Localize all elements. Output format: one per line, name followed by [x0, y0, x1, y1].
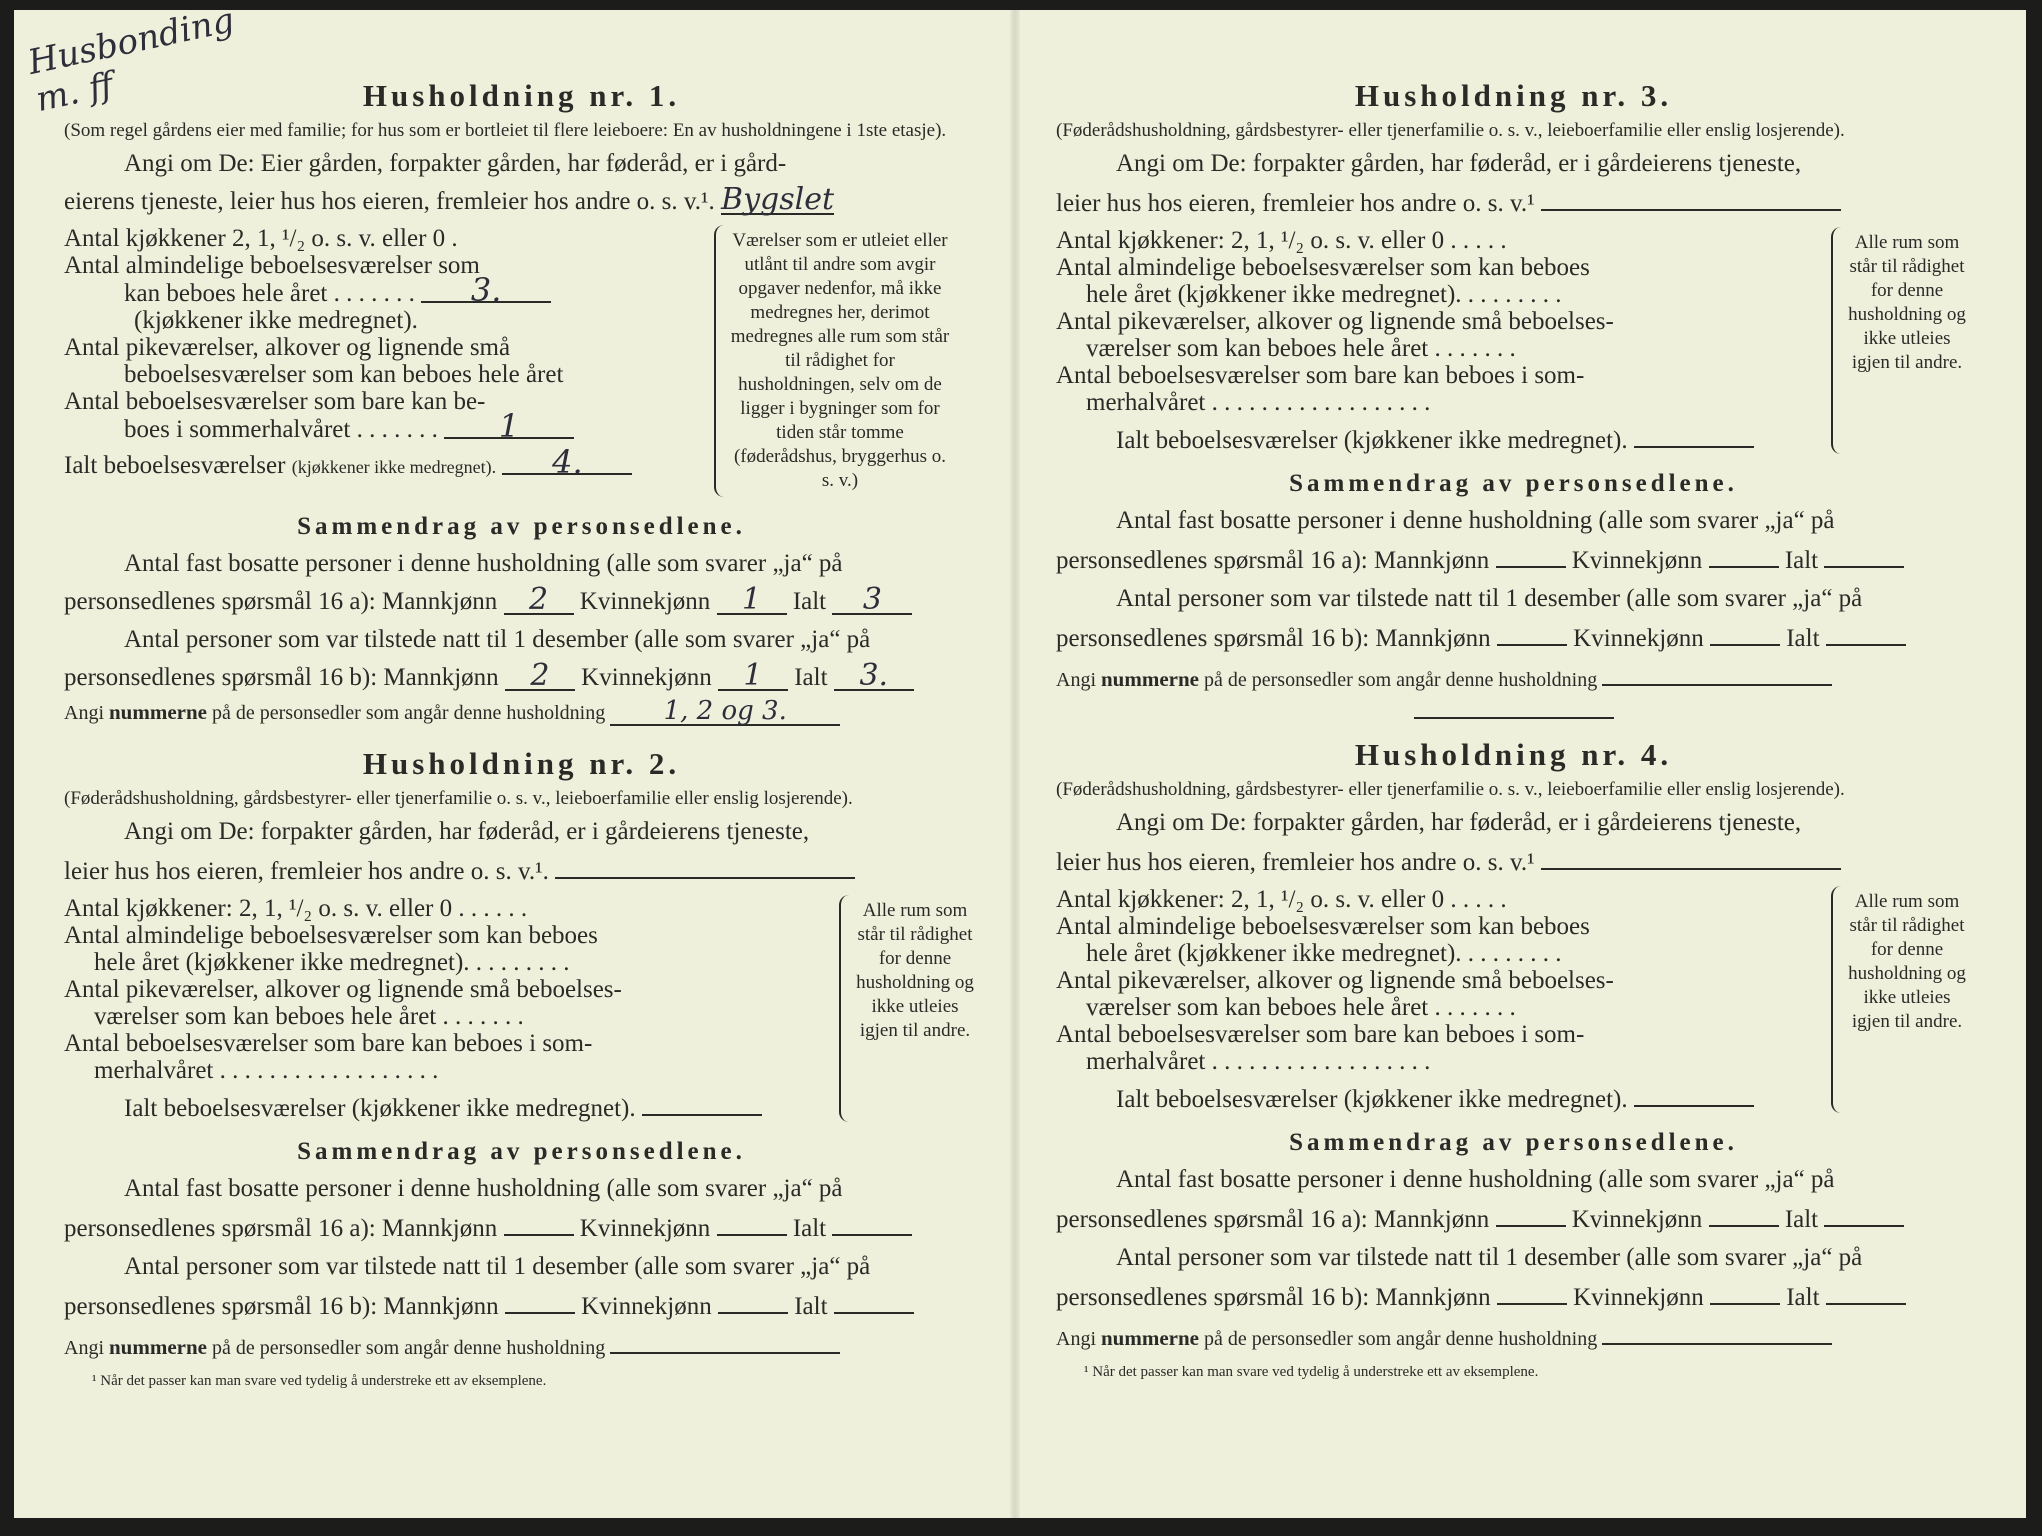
- h2-angi-line-2-row: [64, 851, 979, 891]
- h4-angi-line-2: leier hus hos eieren, fremleier hos andre o. s. v.¹: [1056, 849, 1535, 876]
- h4-total-label: Ialt beboelsesværelser (kjøkkener ikke medregnet).: [1116, 1086, 1628, 1113]
- h1-q16b-1: Antal personer som var tilstede natt til 1 desember (alle som svarer „ja“ på: [124, 626, 871, 653]
- h3-q16a-male[interactable]: [1496, 540, 1566, 568]
- h4-maid-1: Antal pikeværelser, alkover og lignende små beboelses-: [1056, 967, 1614, 994]
- h4-q16a-2: personsedlenes spørsmål 16 a): Mannkjønn: [1056, 1206, 1490, 1233]
- h3-q16b-2: personsedlenes spørsmål 16 b): Mannkjønn: [1056, 625, 1491, 652]
- h4-angi-num-a: Angi: [1056, 1328, 1096, 1350]
- h4-ordinary-2: hele året (kjøkkener ikke medregnet). . . . . . . . .: [1086, 940, 1562, 967]
- h4-maid-2: værelser som kan beboes hele året . . . . . . .: [1086, 994, 1516, 1021]
- h1-total-label: Ialt beboelsesværelser: [64, 452, 286, 479]
- h1-ordinary-row: [64, 271, 704, 309]
- left-footnote: ¹ Når det passer kan man svare ved tydelig å understreke ett av eksemplene.: [92, 1373, 547, 1389]
- h1-q16a-2: personsedlenes spørsmål 16 a): Mannkjønn: [64, 588, 498, 615]
- h3-angi-num-c: på de personsedler som angår denne husholdning: [1204, 669, 1598, 691]
- h3-summary-title: Sammendrag av personsedlene.: [1289, 470, 1738, 497]
- h3-kitchens: Antal kjøkkener: 2, 1, ¹/₂ o. s. v. eller 0 . . . . .: [1056, 227, 1507, 254]
- h4-total-row: [1056, 1083, 1821, 1113]
- h1-rooms-list: [64, 225, 704, 497]
- h4-q16a-ialt-label: Ialt: [1784, 1206, 1819, 1233]
- h1-q16b-total[interactable]: 3.: [834, 663, 914, 691]
- h2-angi-num-value[interactable]: [610, 1326, 840, 1354]
- h1-summer-row: [64, 407, 704, 445]
- h2-q16b-male[interactable]: [505, 1286, 575, 1314]
- h2-ordinary-2: hele året (kjøkkener ikke medregnet). . . . . . . . .: [94, 949, 570, 976]
- h1-summer-2: boes i sommerhalvåret . . . . . . .: [124, 416, 438, 443]
- h4-rooms-list: [1056, 886, 1821, 1113]
- household-4-note: (Føderådshusholdning, gårdsbestyrer- eller tjenerfamilie o. s. v., leieboerfamilie eller enslig losjerende).: [1056, 779, 1845, 800]
- h1-q16b-2: personsedlenes spørsmål 16 b): Mannkjønn: [64, 664, 499, 691]
- h1-rooms-block: [64, 225, 979, 497]
- h3-q16a-2: personsedlenes spørsmål 16 a): Mannkjønn: [1056, 547, 1490, 574]
- h4-ordinary-1: Antal almindelige beboelsesværelser som kan beboes: [1056, 913, 1590, 940]
- household-2-title: Husholdning nr. 2.: [362, 746, 681, 781]
- h1-q16b-row: [64, 659, 979, 697]
- h3-q16a-row: [1056, 540, 1971, 580]
- page-fold: [1010, 10, 1020, 1518]
- household-1-title: Husholdning nr. 1.: [362, 78, 681, 113]
- household-4-title: Husholdning nr. 4.: [1354, 737, 1673, 772]
- h3-angi-num-a: Angi: [1056, 669, 1096, 691]
- h2-q16b-1: Antal personer som var tilstede natt til 1 desember (alle som svarer „ja“ på: [124, 1253, 871, 1280]
- h4-angi-num-value[interactable]: [1602, 1317, 1832, 1345]
- household-3-note: (Føderådshusholdning, gårdsbestyrer- eller tjenerfamilie o. s. v., leieboerfamilie eller enslig losjerende).: [1056, 120, 1845, 141]
- h2-rooms-list: [64, 895, 829, 1122]
- h4-angi-line-1: Angi om De: forpakter gården, har føderåd, er i gårdeierens tjeneste,: [1116, 809, 1802, 836]
- h4-summer-1: Antal beboelsesværelser som bare kan beboes i som-: [1056, 1021, 1585, 1048]
- h3-q16b-kvinne-label: Kvinnekjønn: [1573, 625, 1704, 652]
- h2-kitchens: Antal kjøkkener: 2, 1, ¹/₂ o. s. v. eller 0 . . . . . .: [64, 895, 528, 922]
- h2-side-note: Alle rum som står til rådighet for denne husholdning og ikke utleies igjen til andre.: [839, 895, 979, 1122]
- section-divider: [1414, 717, 1614, 719]
- h4-q16b-row: [1056, 1277, 1971, 1317]
- h3-side-note: Alle rum som står til rådighet for denne husholdning og ikke utleies igjen til andre.: [1831, 227, 1971, 454]
- h1-q16b-male[interactable]: 2: [505, 663, 575, 691]
- h4-total-value[interactable]: [1634, 1083, 1754, 1107]
- h2-q16a-kvinne-label: Kvinnekjønn: [579, 1215, 711, 1242]
- h3-ordinary-1: Antal almindelige beboelsesværelser som kan beboes: [1056, 254, 1590, 281]
- h3-summer-1: Antal beboelsesværelser som bare kan beboes i som-: [1056, 362, 1585, 389]
- h1-maid-1: Antal pikeværelser, alkover og lignende små: [64, 334, 511, 361]
- h3-q16b-total[interactable]: [1826, 618, 1906, 646]
- h2-ordinary-1: Antal almindelige beboelsesværelser som kan beboes: [64, 922, 598, 949]
- h2-angi-line-2: leier hus hos eieren, fremleier hos andre o. s. v.¹.: [64, 858, 549, 885]
- h3-maid-1: Antal pikeværelser, alkover og lignende små beboelses-: [1056, 308, 1614, 335]
- h1-total-row: [64, 443, 704, 481]
- h2-angi-line-1: Angi om De: forpakter gården, har føderåd, er i gårdeierens tjeneste,: [124, 818, 810, 845]
- h3-q16a-total[interactable]: [1824, 540, 1904, 568]
- h1-q16a-total[interactable]: 3: [832, 587, 912, 615]
- h3-rooms-list: [1056, 227, 1821, 454]
- h4-kitchens: Antal kjøkkener: 2, 1, ¹/₂ o. s. v. eller 0 . . . . .: [1056, 886, 1507, 913]
- h3-total-value[interactable]: [1634, 424, 1754, 448]
- h2-q16a-male[interactable]: [504, 1208, 574, 1236]
- h1-angi-num-value[interactable]: 1, 2 og 3.: [610, 698, 840, 726]
- h1-side-note: Værelser som er utleiet eller utlånt til andre som avgir opgaver nedenfor, må ikke medregnes her, derimot medregnes alle rum som står til rådighet for husholdningen, selv om de ligger i bygninger som for tiden står tomme (føderådshus, bryggerhus o. s. v.): [714, 225, 954, 497]
- corner-handwriting: Husbonding m. ff: [24, 0, 238, 121]
- h1-total-value[interactable]: 4.: [502, 451, 632, 475]
- h3-q16a-ialt-label: Ialt: [1784, 547, 1819, 574]
- h2-q16b-total[interactable]: [834, 1286, 914, 1314]
- h3-total-label: Ialt beboelsesværelser (kjøkkener ikke medregnet).: [1116, 427, 1628, 454]
- h1-q16a-male[interactable]: 2: [504, 587, 574, 615]
- h1-ordinary-1: Antal almindelige beboelsesværelser som: [64, 252, 480, 279]
- right-page: [1056, 60, 1971, 1381]
- h1-angi-num-b: nummerne: [109, 700, 207, 724]
- h4-angi-num-b: nummerne: [1101, 1326, 1199, 1350]
- h2-q16a-2: personsedlenes spørsmål 16 a): Mannkjønn: [64, 1215, 498, 1242]
- h4-q16a-female[interactable]: [1709, 1199, 1779, 1227]
- h1-angi-line-1: Angi om De: Eier gården, forpakter gården, har føderåd, er i gård-: [124, 150, 787, 177]
- h2-q16b-female[interactable]: [718, 1286, 788, 1314]
- h2-total-row: [64, 1092, 829, 1122]
- h1-total-note: (kjøkkener ikke medregnet).: [291, 457, 497, 477]
- h3-summer-2: merhalvåret . . . . . . . . . . . . . . . . . .: [1086, 389, 1431, 416]
- h4-q16b-female[interactable]: [1710, 1277, 1780, 1305]
- h4-q16a-kvinne-label: Kvinnekjønn: [1571, 1206, 1703, 1233]
- h1-q16b-kvinne-label: Kvinnekjønn: [581, 664, 712, 691]
- h4-side-note: Alle rum som står til rådighet for denne husholdning og ikke utleies igjen til andre.: [1831, 886, 1971, 1113]
- h3-q16b-male[interactable]: [1497, 618, 1567, 646]
- h4-q16b-total[interactable]: [1826, 1277, 1906, 1305]
- h4-rooms-block: [1056, 886, 1971, 1113]
- h1-ordinary-note: (kjøkkener ikke medregnet).: [134, 307, 418, 334]
- h2-q16a-row: [64, 1208, 979, 1248]
- h1-angi-num-a: Angi: [64, 702, 104, 724]
- h2-angi-num-c: på de personsedler som angår denne husholdning: [212, 1337, 606, 1359]
- h1-q16a-female[interactable]: 1: [717, 587, 787, 615]
- h2-summary-title: Sammendrag av personsedlene.: [297, 1138, 746, 1165]
- household-2: [64, 746, 979, 1390]
- h3-q16a-1: Antal fast bosatte personer i denne husholdning (alle som svarer „ja“ på: [1116, 507, 1835, 534]
- h4-q16a-male[interactable]: [1496, 1199, 1566, 1227]
- right-footnote: ¹ Når det passer kan man svare ved tydelig å understreke ett av eksemplene.: [1084, 1364, 1539, 1380]
- household-1-note: (Som regel gårdens eier med familie; for hus som er bortleiet til flere leieboere: En av husholdningene i 1ste etasje).: [64, 120, 947, 141]
- h4-q16a-row: [1056, 1199, 1971, 1239]
- h1-q16a-ialt-label: Ialt: [792, 588, 827, 615]
- h1-summary-title: Sammendrag av personsedlene.: [297, 513, 746, 540]
- h2-q16b-2: personsedlenes spørsmål 16 b): Mannkjønn: [64, 1293, 499, 1320]
- h1-summer-1: Antal beboelsesværelser som bare kan be-: [64, 388, 486, 415]
- h2-angi-answer[interactable]: [555, 851, 855, 879]
- h3-q16b-1: Antal personer som var tilstede natt til 1 desember (alle som svarer „ja“ på: [1116, 585, 1863, 612]
- h1-angi-answer[interactable]: Bygslet: [721, 182, 835, 217]
- h1-angi-line-2-text: eierens tjeneste, leier hus hos eieren, fremleier hos andre o. s. v.¹.: [64, 188, 715, 215]
- household-2-note: (Føderådshusholdning, gårdsbestyrer- eller tjenerfamilie o. s. v., leieboerfamilie eller enslig losjerende).: [64, 788, 853, 809]
- h4-q16b-1: Antal personer som var tilstede natt til 1 desember (alle som svarer „ja“ på: [1116, 1244, 1863, 1271]
- h3-q16b-ialt-label: Ialt: [1786, 625, 1820, 652]
- h3-total-row: [1056, 424, 1821, 454]
- h2-total-value[interactable]: [642, 1092, 762, 1116]
- h1-maid-2: beboelsesværelser som kan beboes hele året: [124, 361, 564, 388]
- h1-ordinary-value[interactable]: 3.: [421, 279, 551, 303]
- h3-q16b-female[interactable]: [1710, 618, 1780, 646]
- h3-rooms-block: [1056, 227, 1971, 454]
- h3-q16a-female[interactable]: [1709, 540, 1779, 568]
- h4-q16a-1: Antal fast bosatte personer i denne husholdning (alle som svarer „ja“ på: [1116, 1166, 1835, 1193]
- h1-angi-line-2: [64, 183, 979, 221]
- h4-q16b-ialt-label: Ialt: [1786, 1284, 1820, 1311]
- h1-angi-num-c: på de personsedler som angår denne husholdning: [212, 702, 606, 724]
- h2-angi-num-a: Angi: [64, 1337, 104, 1359]
- h4-angi-nummerne: [1056, 1317, 1971, 1354]
- h4-angi-line-2-row: [1056, 842, 1971, 882]
- household-1: [64, 78, 979, 728]
- h4-summary-title: Sammendrag av personsedlene.: [1289, 1129, 1738, 1156]
- h2-q16a-1: Antal fast bosatte personer i denne husholdning (alle som svarer „ja“ på: [124, 1175, 843, 1202]
- h3-q16a-kvinne-label: Kvinnekjønn: [1571, 547, 1703, 574]
- h3-angi-line-1: Angi om De: forpakter gården, har føderåd, er i gårdeierens tjeneste,: [1116, 150, 1802, 177]
- h4-angi-num-c: på de personsedler som angår denne husholdning: [1204, 1328, 1598, 1350]
- h1-q16a-1: Antal fast bosatte personer i denne husholdning (alle som svarer „ja“ på: [124, 550, 843, 577]
- h2-q16b-kvinne-label: Kvinnekjønn: [581, 1293, 712, 1320]
- h3-angi-num-value[interactable]: [1602, 658, 1832, 686]
- h2-q16b-ialt-label: Ialt: [794, 1293, 828, 1320]
- h2-q16b-row: [64, 1286, 979, 1326]
- h2-summer-2: merhalvåret . . . . . . . . . . . . . . . . . .: [94, 1057, 439, 1084]
- h2-rooms-block: [64, 895, 979, 1122]
- h2-angi-nummerne: [64, 1326, 979, 1363]
- h4-angi-answer[interactable]: [1541, 842, 1841, 870]
- h4-q16b-kvinne-label: Kvinnekjønn: [1573, 1284, 1704, 1311]
- left-page: [64, 60, 979, 1390]
- household-4: [1056, 737, 1971, 1381]
- h3-q16b-row: [1056, 618, 1971, 658]
- h3-angi-nummerne: [1056, 658, 1971, 695]
- h2-maid-2: værelser som kan beboes hele året . . . . . . .: [94, 1003, 524, 1030]
- h3-angi-line-2: leier hus hos eieren, fremleier hos andre o. s. v.¹: [1056, 190, 1535, 217]
- h1-ordinary-2: kan beboes hele året . . . . . . .: [124, 280, 415, 307]
- h2-angi-num-b: nummerne: [109, 1335, 207, 1359]
- h3-angi-num-b: nummerne: [1101, 667, 1199, 691]
- household-3-title: Husholdning nr. 3.: [1354, 78, 1673, 113]
- h2-maid-1: Antal pikeværelser, alkover og lignende små beboelses-: [64, 976, 622, 1003]
- h2-q16a-total[interactable]: [832, 1208, 912, 1236]
- h1-summer-value[interactable]: 1: [444, 415, 574, 439]
- h4-q16a-total[interactable]: [1824, 1199, 1904, 1227]
- h4-q16b-male[interactable]: [1497, 1277, 1567, 1305]
- h1-q16b-female[interactable]: 1: [718, 663, 788, 691]
- h1-kitchens: Antal kjøkkener 2, 1, ¹/₂ o. s. v. eller 0 .: [64, 225, 458, 252]
- h3-maid-2: værelser som kan beboes hele året . . . . . . .: [1086, 335, 1516, 362]
- h2-total-label: Ialt beboelsesværelser (kjøkkener ikke medregnet).: [124, 1095, 636, 1122]
- h2-q16a-ialt-label: Ialt: [792, 1215, 827, 1242]
- h4-q16b-2: personsedlenes spørsmål 16 b): Mannkjønn: [1056, 1284, 1491, 1311]
- h3-ordinary-2: hele året (kjøkkener ikke medregnet). . . . . . . . .: [1086, 281, 1562, 308]
- h2-summer-1: Antal beboelsesværelser som bare kan beboes i som-: [64, 1030, 593, 1057]
- h4-summer-2: merhalvåret . . . . . . . . . . . . . . . . . .: [1086, 1048, 1431, 1075]
- h3-angi-line-2-row: [1056, 183, 1971, 223]
- h1-angi-nummerne: [64, 697, 979, 728]
- h1-q16a-kvinne-label: Kvinnekjønn: [579, 588, 711, 615]
- household-3: [1056, 78, 1971, 719]
- h3-angi-answer[interactable]: [1541, 183, 1841, 211]
- h1-q16a-row: [64, 583, 979, 621]
- h1-q16b-ialt-label: Ialt: [794, 664, 828, 691]
- h2-q16a-female[interactable]: [717, 1208, 787, 1236]
